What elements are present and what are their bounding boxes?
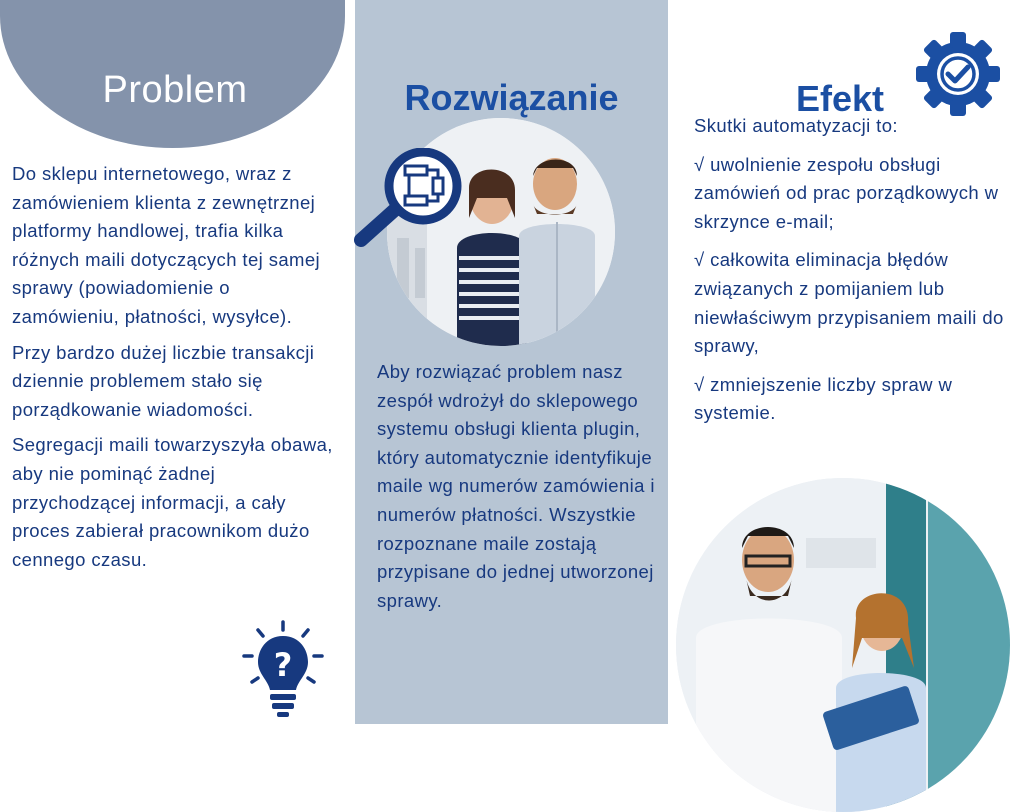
question-lightbulb-icon — [238, 620, 328, 720]
svg-text:?: ? — [273, 646, 293, 684]
problem-title: Problem — [102, 69, 248, 112]
problem-column — [0, 0, 355, 724]
problem-paragraph: Segregacji maili towarzyszyła obawa, aby nie pominąć żadnej przychodzącej informacji, a cały proces zabierał pracownikom dużo cennego czasu. — [12, 434, 333, 570]
effect-item: √ całkowita eliminacja błędów związanych z pomijaniem lub niewłaściwym przypisaniem maili do sprawy, — [694, 249, 1004, 357]
problem-paragraph: Przy bardzo dużej liczbie transakcji dziennie problemem stało się porządkowanie wiadomości. — [12, 341, 315, 420]
office-photo — [676, 478, 1010, 812]
effect-item: √ zmniejszenie liczby spraw w systemie. — [694, 373, 953, 424]
effect-title: Efekt — [796, 77, 885, 119]
magnifier-flowchart-icon — [353, 148, 471, 252]
effect-text — [694, 112, 1014, 438]
solution-title: Rozwiązanie — [404, 76, 619, 118]
solution-column — [355, 0, 668, 724]
effect-column — [668, 0, 1024, 724]
problem-paragraph: Do sklepu internetowego, wraz z zamówieniem klienta z zewnętrznej platformy handlowej, trafia kilka różnych maili dotyczących tej samej sprawy (powiadomienie o zamówieniu, płatności, wysyłce). — [12, 163, 321, 327]
effect-intro: Skutki automatyzacji to: — [694, 115, 898, 136]
problem-text — [12, 160, 342, 581]
solution-text: Aby rozwiązać problem nasz zespół wdrożył do sklepowego systemu obsługi klienta plugin, który automatycznie identyfikuje maile wg numerów zamówienia i numerów płatności. Wszystkie rozpoznane maile zostają przypisane do jednej utworzonej sprawy. — [377, 361, 655, 611]
effect-item: √ uwolnienie zespołu obsługi zamówień od prac porządkowych w skrzynce e-mail; — [694, 153, 999, 232]
checkmark-badge-icon — [914, 30, 1002, 118]
